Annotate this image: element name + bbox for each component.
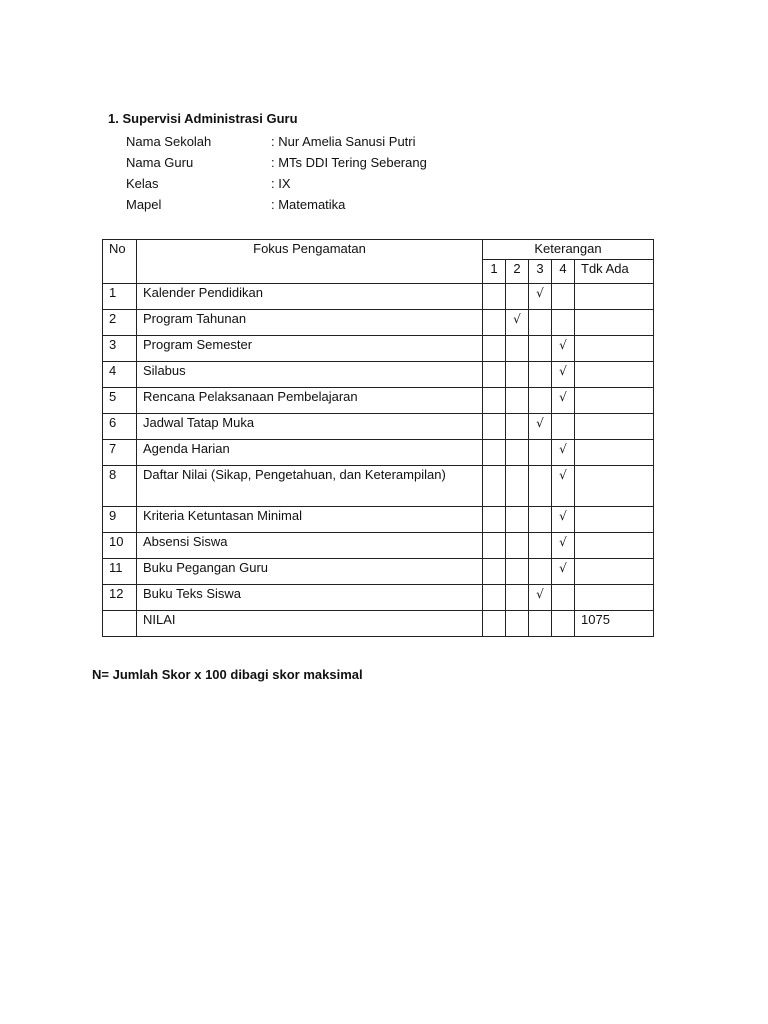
- row-no: 2: [103, 310, 137, 336]
- score-cell-2: [506, 585, 529, 611]
- info-block: [126, 131, 427, 215]
- score-cell-2: [506, 466, 529, 507]
- score-cell-3: [529, 585, 552, 611]
- score-cell-3: [529, 507, 552, 533]
- score-cell-tdk-ada: [575, 414, 654, 440]
- check-mark: √: [559, 364, 567, 378]
- score-cell-4: [552, 507, 575, 533]
- table-row: [103, 310, 654, 336]
- row-fokus: Buku Teks Siswa: [137, 585, 483, 611]
- table-row: [103, 336, 654, 362]
- subheader-tdk-ada: Tdk Ada: [575, 260, 654, 284]
- score-cell-tdk-ada: [575, 440, 654, 466]
- nilai-cell-3: [529, 611, 552, 637]
- check-mark: √: [559, 535, 567, 549]
- header-keterangan: Keterangan: [483, 240, 654, 260]
- score-cell-1: [483, 440, 506, 466]
- table-row: [103, 585, 654, 611]
- table-row: [103, 466, 654, 507]
- row-no: 6: [103, 414, 137, 440]
- check-mark: √: [559, 390, 567, 404]
- score-cell-3: [529, 440, 552, 466]
- row-fokus: Program Semester: [137, 336, 483, 362]
- score-cell-4: [552, 466, 575, 507]
- table-row: [103, 388, 654, 414]
- score-cell-2: [506, 559, 529, 585]
- info-label: Nama Guru: [126, 155, 194, 170]
- score-cell-3: [529, 466, 552, 507]
- score-cell-4: [552, 414, 575, 440]
- score-cell-1: [483, 466, 506, 507]
- info-row-kelas: [126, 173, 427, 194]
- row-no: 8: [103, 466, 137, 507]
- score-cell-3: [529, 559, 552, 585]
- row-no: 1: [103, 284, 137, 310]
- row-no: 5: [103, 388, 137, 414]
- score-cell-1: [483, 507, 506, 533]
- nilai-cell-1: [483, 611, 506, 637]
- info-row-mapel: [126, 194, 427, 215]
- score-cell-4: [552, 440, 575, 466]
- nilai-no: [103, 611, 137, 637]
- score-cell-2: [506, 336, 529, 362]
- score-cell-tdk-ada: [575, 585, 654, 611]
- score-cell-4: [552, 284, 575, 310]
- score-cell-2: [506, 414, 529, 440]
- row-no: 4: [103, 362, 137, 388]
- info-value: : Nur Amelia Sanusi Putri: [271, 134, 416, 149]
- score-cell-1: [483, 362, 506, 388]
- score-cell-4: [552, 362, 575, 388]
- check-mark: √: [559, 442, 567, 456]
- score-cell-3: [529, 310, 552, 336]
- nilai-row: [103, 611, 654, 637]
- nilai-value: 1075: [575, 611, 654, 637]
- score-cell-1: [483, 585, 506, 611]
- score-cell-tdk-ada: [575, 284, 654, 310]
- score-cell-tdk-ada: [575, 559, 654, 585]
- subheader-3: 3: [529, 260, 552, 284]
- check-mark: √: [536, 416, 544, 430]
- score-cell-2: [506, 388, 529, 414]
- score-cell-2: [506, 507, 529, 533]
- table-row: [103, 559, 654, 585]
- check-mark: √: [559, 509, 567, 523]
- score-cell-3: [529, 414, 552, 440]
- info-row-guru: [126, 152, 427, 173]
- info-label: Mapel: [126, 197, 162, 212]
- score-cell-1: [483, 336, 506, 362]
- score-cell-tdk-ada: [575, 388, 654, 414]
- header-fokus: Fokus Pengamatan: [137, 240, 483, 284]
- subheader-4: 4: [552, 260, 575, 284]
- row-fokus: Daftar Nilai (Sikap, Pengetahuan, dan Keterampilan): [137, 466, 483, 507]
- score-cell-1: [483, 559, 506, 585]
- check-mark: √: [559, 561, 567, 575]
- row-no: 9: [103, 507, 137, 533]
- row-no: 10: [103, 533, 137, 559]
- row-fokus: Kalender Pendidikan: [137, 284, 483, 310]
- score-cell-2: [506, 533, 529, 559]
- info-value: : IX: [271, 176, 291, 191]
- table-row: [103, 440, 654, 466]
- table-row: [103, 414, 654, 440]
- check-mark: √: [536, 587, 544, 601]
- info-value: : Matematika: [271, 197, 346, 212]
- info-label: Nama Sekolah: [126, 134, 212, 149]
- score-cell-4: [552, 559, 575, 585]
- score-formula: N= Jumlah Skor x 100 dibagi skor maksimal: [92, 667, 363, 682]
- info-label: Kelas: [126, 176, 159, 191]
- row-no: 11: [103, 559, 137, 585]
- row-fokus: Jadwal Tatap Muka: [137, 414, 483, 440]
- score-cell-4: [552, 388, 575, 414]
- subheader-2: 2: [506, 260, 529, 284]
- table-row: [103, 284, 654, 310]
- score-cell-1: [483, 388, 506, 414]
- row-fokus: Absensi Siswa: [137, 533, 483, 559]
- score-cell-3: [529, 284, 552, 310]
- score-cell-tdk-ada: [575, 336, 654, 362]
- score-cell-4: [552, 585, 575, 611]
- row-no: 3: [103, 336, 137, 362]
- score-cell-tdk-ada: [575, 362, 654, 388]
- supervision-table: [102, 239, 654, 637]
- score-cell-2: [506, 440, 529, 466]
- score-cell-tdk-ada: [575, 507, 654, 533]
- score-cell-1: [483, 284, 506, 310]
- score-cell-4: [552, 336, 575, 362]
- score-cell-1: [483, 414, 506, 440]
- check-mark: √: [559, 468, 567, 482]
- score-cell-4: [552, 310, 575, 336]
- score-cell-3: [529, 533, 552, 559]
- table-row: [103, 533, 654, 559]
- table-row: [103, 362, 654, 388]
- table-row: [103, 507, 654, 533]
- score-cell-4: [552, 533, 575, 559]
- table-header-row: [103, 240, 654, 260]
- row-fokus: Kriteria Ketuntasan Minimal: [137, 507, 483, 533]
- info-row-sekolah: [126, 131, 427, 152]
- score-cell-tdk-ada: [575, 533, 654, 559]
- score-cell-3: [529, 336, 552, 362]
- nilai-cell-4: [552, 611, 575, 637]
- info-value: : MTs DDI Tering Seberang: [271, 155, 427, 170]
- score-cell-2: [506, 362, 529, 388]
- nilai-label: NILAI: [137, 611, 483, 637]
- row-no: 12: [103, 585, 137, 611]
- check-mark: √: [559, 338, 567, 352]
- score-cell-1: [483, 310, 506, 336]
- header-no: No: [103, 240, 137, 284]
- score-cell-2: [506, 284, 529, 310]
- row-fokus: Buku Pegangan Guru: [137, 559, 483, 585]
- row-fokus: Silabus: [137, 362, 483, 388]
- row-fokus: Rencana Pelaksanaan Pembelajaran: [137, 388, 483, 414]
- check-mark: √: [513, 312, 521, 326]
- section-heading: 1. Supervisi Administrasi Guru: [108, 111, 298, 126]
- score-cell-tdk-ada: [575, 466, 654, 507]
- score-cell-3: [529, 388, 552, 414]
- row-no: 7: [103, 440, 137, 466]
- score-cell-2: [506, 310, 529, 336]
- row-fokus: Agenda Harian: [137, 440, 483, 466]
- row-fokus: Program Tahunan: [137, 310, 483, 336]
- score-cell-3: [529, 362, 552, 388]
- score-cell-tdk-ada: [575, 310, 654, 336]
- subheader-1: 1: [483, 260, 506, 284]
- check-mark: √: [536, 286, 544, 300]
- score-cell-1: [483, 533, 506, 559]
- nilai-cell-2: [506, 611, 529, 637]
